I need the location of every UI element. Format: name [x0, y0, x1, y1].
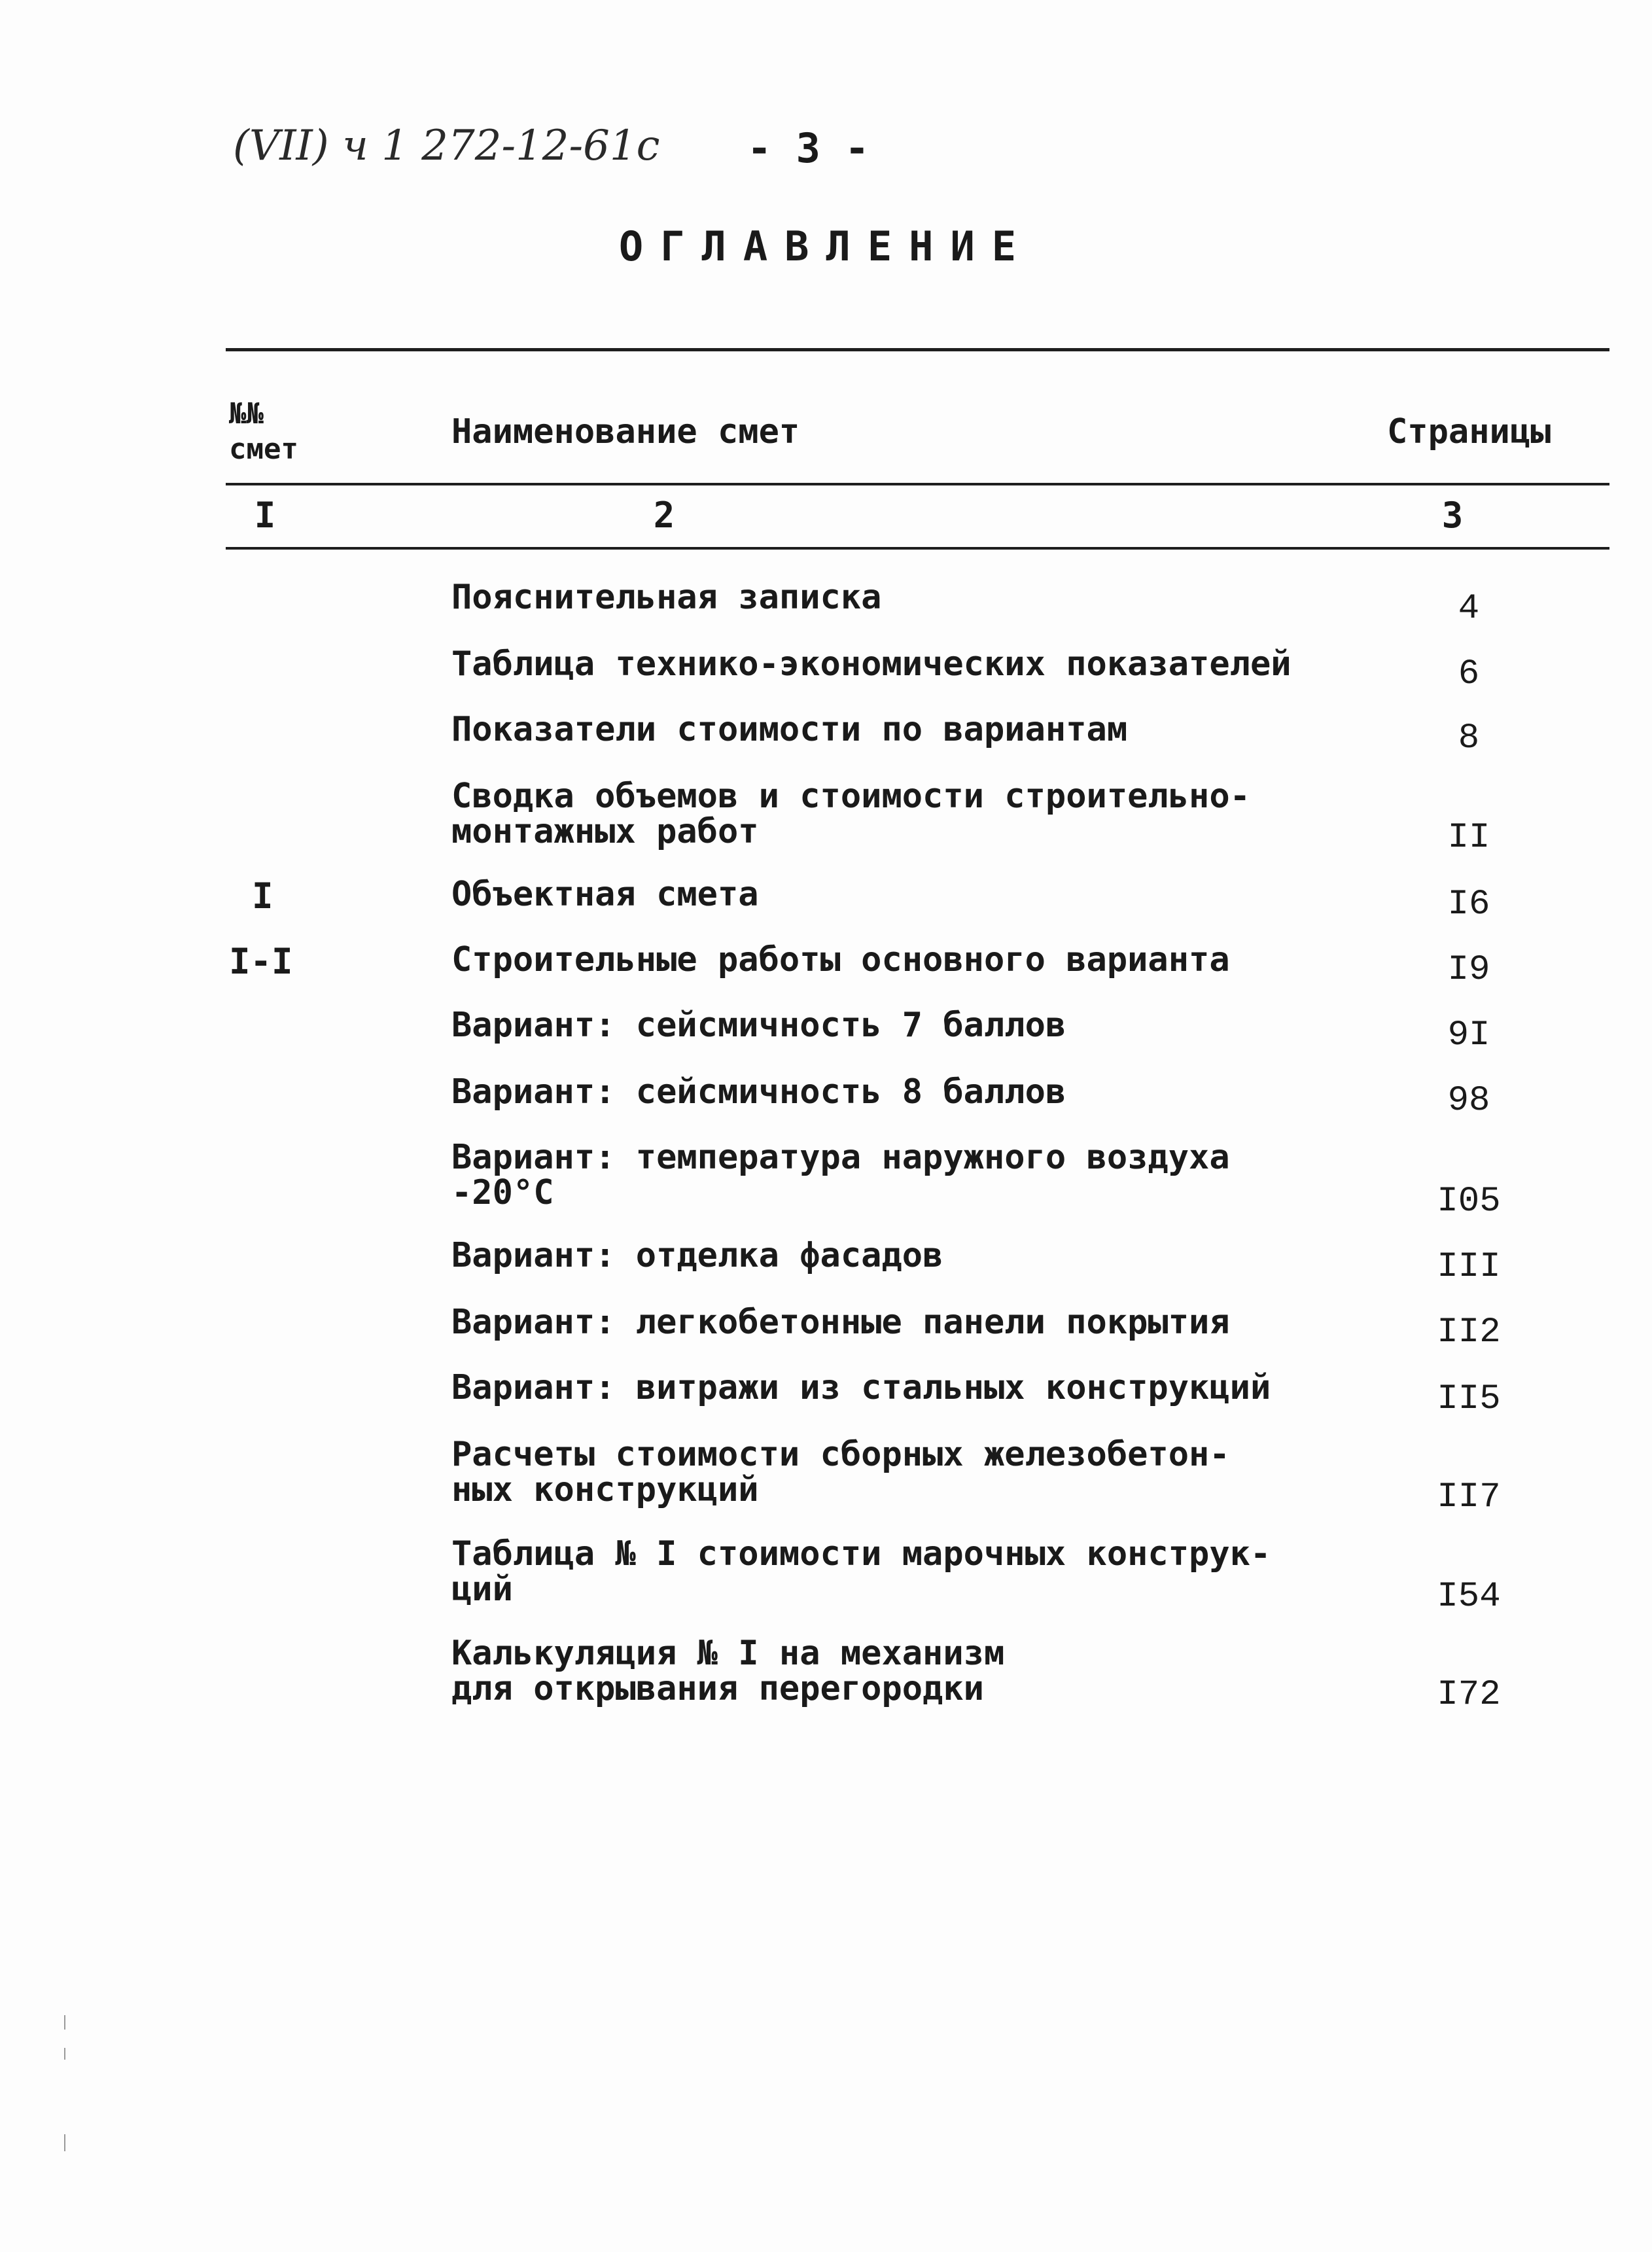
row-name: Таблица № I стоимости марочных конструк- ций	[451, 1534, 1271, 1609]
row-page: II2	[1437, 1312, 1501, 1352]
margin-mark	[64, 2134, 65, 2151]
row-name: Вариант: легкобетонные панели покрытия	[451, 1303, 1230, 1342]
row-number: I-I	[229, 941, 293, 982]
row-name: Расчеты стоимости сборных железобетон- ных конструкций	[451, 1435, 1230, 1509]
row-name: Вариант: сейсмичность 8 баллов	[451, 1072, 1066, 1112]
margin-mark	[64, 2015, 65, 2030]
row-page: 8	[1458, 718, 1480, 758]
row-name: Пояснительная записка	[451, 578, 882, 617]
column-header-pages: Страницы	[1387, 412, 1551, 451]
column-index-number: I	[254, 495, 276, 536]
row-name: Вариант: температура наружного воздуха -20°С	[451, 1138, 1230, 1212]
column-index-pages: 3	[1441, 495, 1464, 536]
row-page: III	[1437, 1247, 1501, 1287]
row-name: Сводка объемов и стоимости строительно- монтажных работ	[451, 777, 1250, 851]
margin-mark	[64, 2048, 65, 2060]
row-page: I05	[1437, 1182, 1501, 1222]
row-number: I	[252, 875, 273, 917]
row-page: II7	[1437, 1477, 1501, 1517]
row-name: Таблица технико-экономических показателей	[451, 644, 1292, 684]
row-name: Показатели стоимости по вариантам	[451, 710, 1128, 749]
row-page: I6	[1447, 885, 1490, 924]
row-name: Вариант: сейсмичность 7 баллов	[451, 1006, 1066, 1045]
page-number: - 3 -	[747, 124, 870, 172]
row-page: 6	[1458, 654, 1480, 694]
row-page: I9	[1447, 950, 1490, 990]
row-page: 9I	[1447, 1015, 1490, 1055]
row-name: Калькуляция № I на механизм для открывания перегородки	[451, 1634, 1005, 1708]
header-rule	[226, 483, 1609, 485]
row-name: Объектная смета	[451, 875, 759, 914]
row-page: II5	[1437, 1379, 1501, 1419]
row-page: II	[1447, 818, 1490, 858]
row-page: 4	[1458, 589, 1480, 629]
row-name: Вариант: витражи из стальных конструкций	[451, 1368, 1271, 1407]
index-rule	[226, 547, 1609, 550]
row-page: 98	[1447, 1081, 1490, 1121]
row-name: Строительные работы основного варианта	[451, 940, 1230, 979]
row-name: Вариант: отделка фасадов	[451, 1236, 943, 1275]
table-top-rule	[226, 348, 1609, 351]
row-page: I54	[1437, 1577, 1501, 1617]
column-header-number: №№ смет	[229, 397, 298, 466]
document-code: (VII) ч 1 272-12-61с	[233, 122, 660, 170]
column-index-name: 2	[653, 495, 675, 536]
column-header-name: Наименование смет	[451, 412, 800, 451]
page-title: ОГЛАВЛЕНИЕ	[618, 222, 1034, 270]
row-page: I72	[1437, 1675, 1501, 1715]
